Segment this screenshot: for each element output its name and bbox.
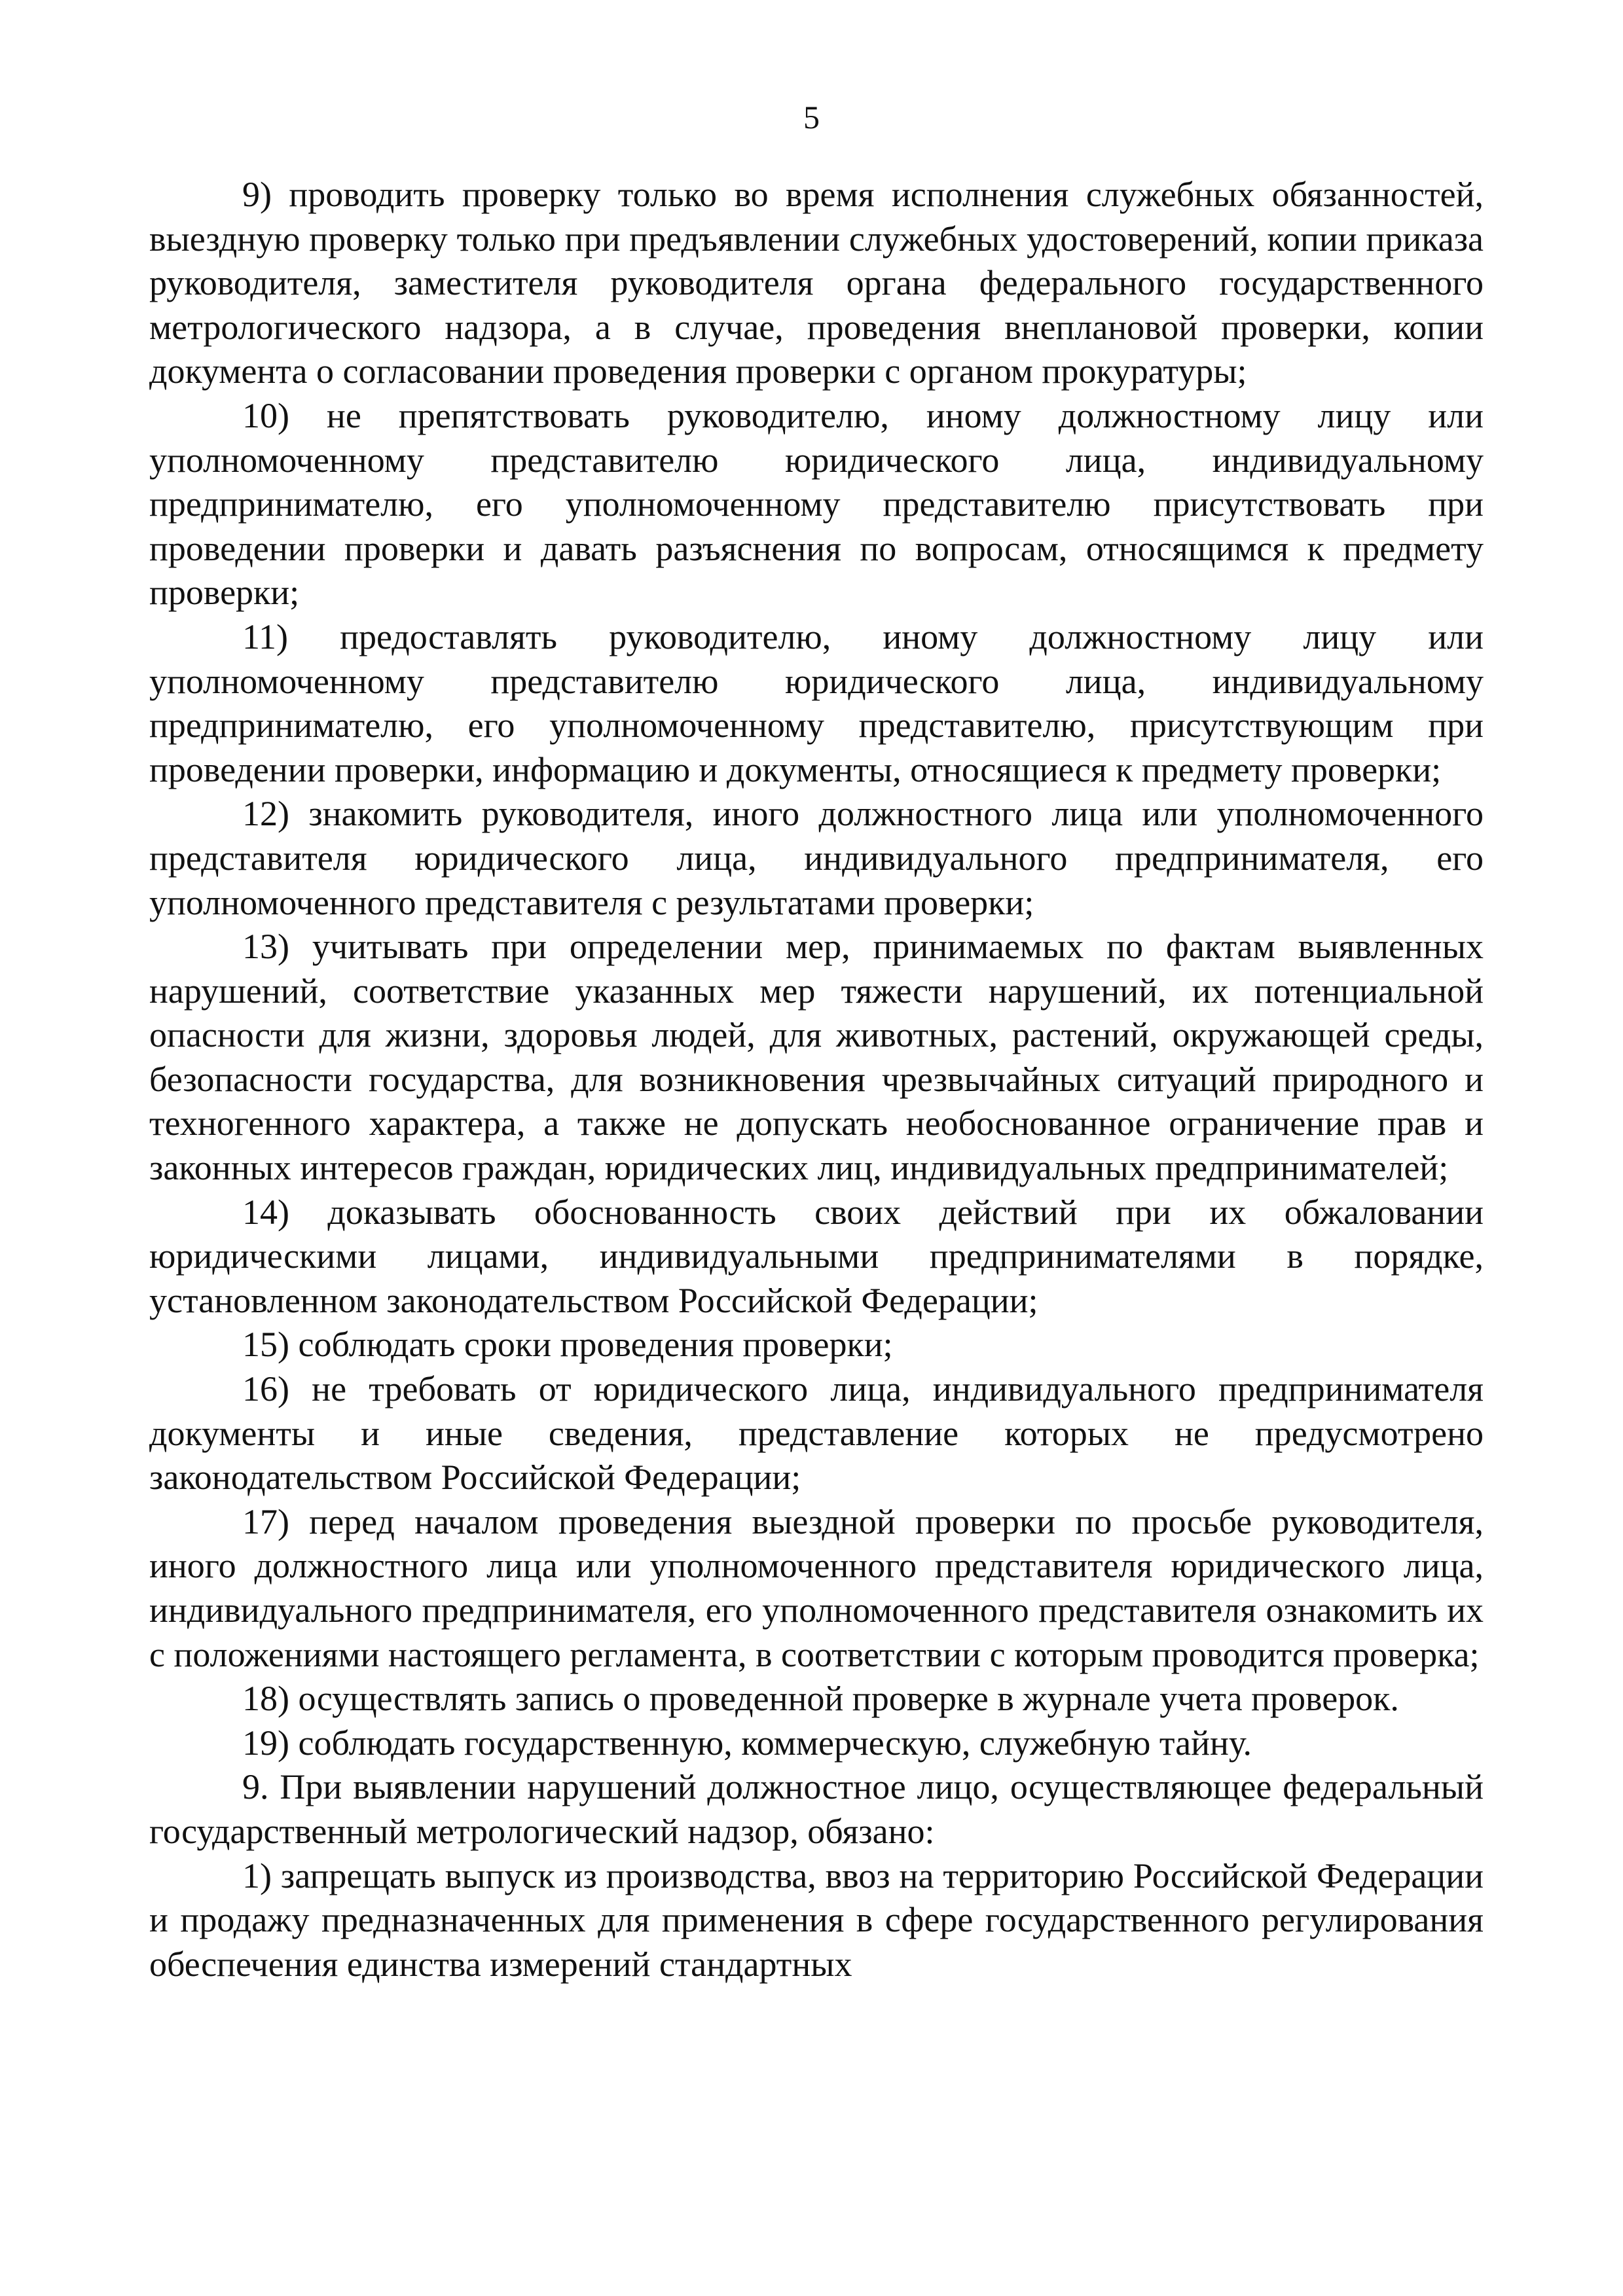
paragraph-item-15: 15) соблюдать сроки проведения проверки; [242, 1325, 893, 1365]
paragraph-item-12: 12) знакомить руководителя, иного должностного лица или уполномоченного представителя юридического лица, индивидуального предпринимателя, его уполномоченного представителя с результатами проверки; [149, 794, 1484, 922]
document-body [149, 173, 1484, 1986]
paragraph-item-9: 9) проводить проверку только во время исполнения служебных обязанностей, выездную проверку только при предъявлении служебных удостоверений, копии приказа руководителя, заместителя руководителя органа федерального государственного метрологического надзора, а в случае, проведения внеплановой проверки, копии документа о согласовании проведения проверки с органом прокуратуры; [149, 175, 1484, 391]
paragraph-item-11: 11) предоставлять руководителю, иному должностному лицу или уполномоченному представителю юридического лица, индивидуальному предпринимателю, его уполномоченному представителю, присутствующим при проведении проверки, информацию и документы, относящиеся к предмету проверки; [149, 617, 1484, 789]
paragraph-item-17: 17) перед началом проведения выездной проверки по просьбе руководителя, иного должностного лица или уполномоченного представителя юридического лица, индивидуального предпринимателя, его уполномоченного представителя ознакомить их с положениями настоящего регламента, в соответствии с которым проводится проверка; [149, 1501, 1484, 1674]
paragraph-item-10: 10) не препятствовать руководителю, иному должностному лицу или уполномоченному представителю юридического лица, индивидуальному предпринимателю, его уполномоченному представителю присутствовать при проведении проверки и давать разъяснения по вопросам, относящимся к предмету проверки; [149, 395, 1484, 613]
paragraph-item-16: 16) не требовать от юридического лица, индивидуального предпринимателя документы и иные сведения, представление которых не предусмотрено законодательством Российской Федерации; [149, 1369, 1484, 1498]
paragraph-item-14: 14) доказывать обоснованность своих действий при их обжаловании юридическими лицами, индивидуальными предпринимателями в порядке, установленном законодательством Российской Федерации; [149, 1192, 1484, 1320]
subsection-item-1: 1) запрещать выпуск из производства, ввоз на территорию Российской Федерации и продажу предназначенных для применения в сфере государственного регулирования обеспечения единства измерений стандартных [149, 1856, 1484, 1984]
page-number: 5 [803, 99, 820, 135]
paragraph-item-18: 18) осуществлять запись о проведенной проверке в журнале учета проверок. [242, 1679, 1399, 1719]
paragraph-item-19: 19) соблюдать государственную, коммерческую, служебную тайну. [242, 1723, 1252, 1763]
paragraph-item-13: 13) учитывать при определении мер, принимаемых по фактам выявленных нарушений, соответствие указанных мер тяжести нарушений, их потенциальной опасности для жизни, здоровья людей, для животных, растений, окружающей среды, безопасности государства, для возникновения чрезвычайных ситуаций природного и техногенного характера, а также не допускать необоснованное ограничение прав и законных интересов граждан, юридических лиц, индивидуальных предпринимателей; [149, 927, 1484, 1188]
section-9-paragraph: 9. При выявлении нарушений должностное лицо, осуществляющее федеральный государственный метрологический надзор, обязано: [149, 1767, 1484, 1851]
